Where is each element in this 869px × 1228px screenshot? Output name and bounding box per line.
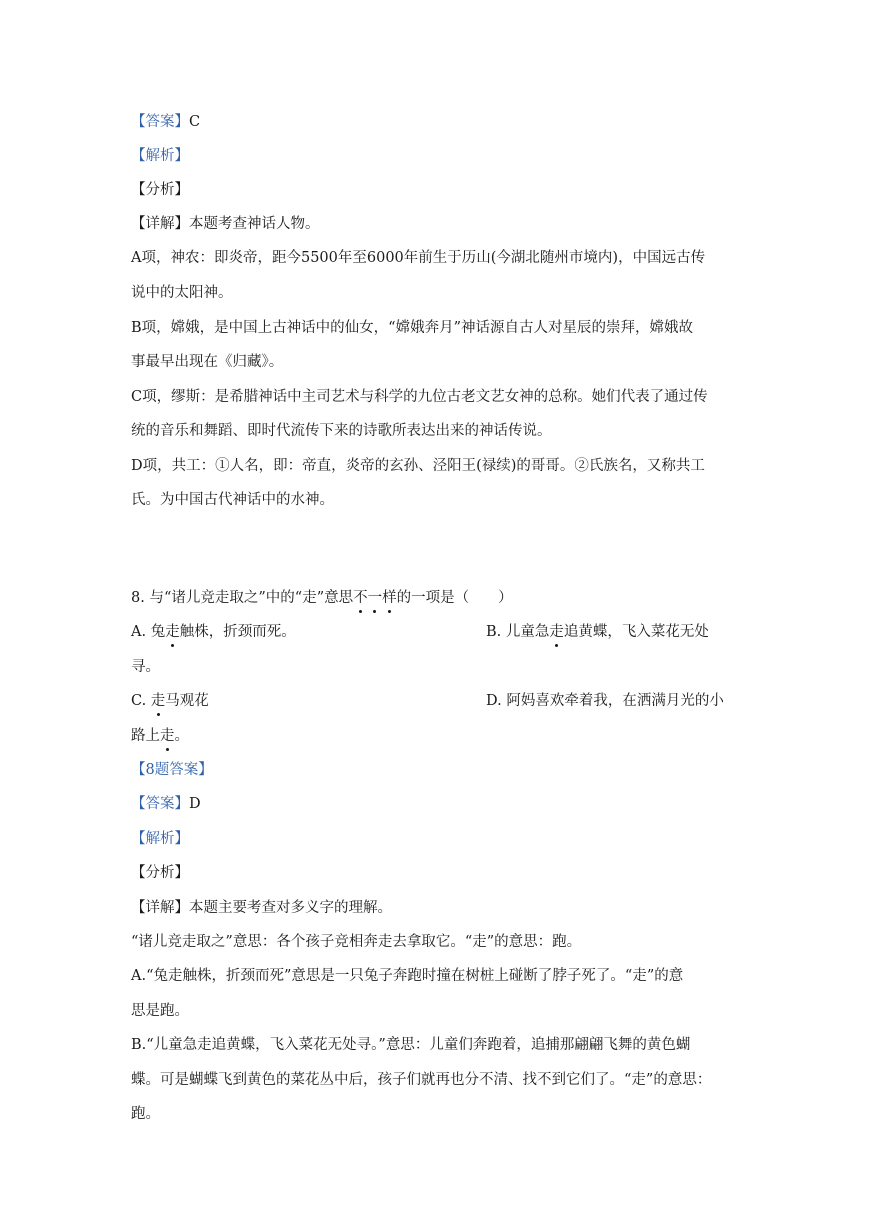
q8-explanation-line: B.“儿童急走追黄蝶，飞入菜花无处寻。”意思：儿童们奔跑着，追捕那翩翩飞舞的黄色蝴: [131, 1037, 691, 1053]
detail-label: 【详解】: [131, 216, 189, 232]
q7-explanation-line: C项，缪斯：是希腊神话中主司艺术与科学的九位古老文艺女神的总称。她们代表了通过传: [131, 389, 708, 405]
q8-question: [131, 588, 513, 608]
q8-explanation-line: A.“兔走触株，折颈而死”意思是一只兔子奔跑时撞在树桩上碰断了脖子死了。“走”的意: [131, 968, 684, 984]
option-b-continued: 寻。: [131, 659, 160, 675]
question-text: 取之”中的“: [229, 590, 303, 606]
emphasis-char: 走: [549, 624, 564, 640]
q8-explanation-line: “诸儿竞走取之”意思：各个孩子竞相奔走去拿取它。“走”的意思：跑。: [131, 934, 582, 950]
q8-explanation-line: 蝶。可是蝴蝶飞到黄色的菜花丛中后，孩子们就再也分不清、找不到它们了。“走”的意思：: [131, 1072, 712, 1088]
q7-explanation-line: 统的音乐和舞蹈、即时代流传下来的诗歌所表达出来的神话传说。: [131, 423, 552, 439]
option-text: 。: [174, 728, 189, 744]
q7-answer: [131, 112, 200, 132]
q7-explanation-line: B项，嫦娥，是中国上古神话中的仙女，“嫦娥奔月”神话源自古人对星辰的崇拜，嫦娥故: [131, 320, 693, 336]
question-text: 8. 与“诸儿竞: [131, 590, 215, 606]
option-text: 追黄蝶，飞入菜花无处: [563, 624, 709, 640]
q8-detail: [131, 898, 392, 918]
q8-explanation-line: 跑。: [131, 1106, 160, 1122]
q7-explanation-line: 事最早出现在《归藏》。: [131, 354, 284, 370]
q7-detail: [131, 214, 320, 234]
option-c: [131, 691, 209, 711]
q7-fenxi-label: 【分析】: [131, 182, 189, 198]
option-a: [131, 622, 296, 642]
question-text: 走: [214, 590, 230, 606]
q8-analysis-label: 【解析】: [131, 831, 189, 847]
q8-explanation-line: 思是跑。: [131, 1003, 189, 1019]
q8-fenxi-label: 【分析】: [131, 865, 189, 881]
option-d-continued: [131, 726, 189, 746]
option-text: 马观花: [165, 693, 209, 709]
option-text: C.: [131, 693, 151, 709]
q7-explanation-line: 说中的太阳神。: [131, 285, 233, 301]
detail-label: 【详解】: [131, 900, 189, 916]
answer-label: 【答案】: [131, 796, 189, 812]
option-text: B. 儿童急: [486, 624, 550, 640]
answer-label: 【答案】: [131, 114, 189, 130]
q7-explanation-line: 氏。为中国古代神话中的水神。: [131, 492, 334, 508]
detail-text: 本题主要考查对多义字的理解。: [189, 900, 392, 916]
q8-answer-header: 【8题答案】: [131, 762, 213, 778]
option-b: [486, 622, 709, 642]
answer-value: C: [189, 114, 201, 130]
detail-text: 本题考查神话人物。: [189, 216, 320, 232]
emphasis-char: 走: [150, 693, 166, 709]
emphasis-char: 一: [367, 590, 383, 606]
question-text: 走: [302, 590, 317, 606]
answer-value: D: [189, 796, 201, 812]
emphasis-char: 不: [353, 590, 368, 606]
q8-answer: [131, 794, 201, 814]
q7-explanation-line: D项，共工：①人名，即：帝直，炎帝的玄孙、泾阳王(禄续)的哥哥。②氏族名，又称共工: [131, 458, 705, 474]
option-text: 触株，折颈而死。: [179, 624, 296, 640]
emphasis-char: 样: [382, 590, 397, 606]
question-text: ”意思: [316, 590, 354, 606]
emphasis-char: 走: [165, 624, 180, 640]
q7-explanation-line: A项，神农：即炎帝，距今5500年至6000年前生于历山(今湖北随州市境内)，中国远古传: [131, 250, 706, 266]
q7-analysis-label: 【解析】: [131, 148, 189, 164]
option-text: A. 兔: [131, 624, 166, 640]
option-d: D. 阿妈喜欢牵着我，在洒满月光的小: [486, 693, 724, 709]
emphasis-char: 走: [160, 728, 175, 744]
option-text: 路上: [131, 728, 160, 744]
question-text: 的一项是（ ）: [396, 590, 513, 606]
